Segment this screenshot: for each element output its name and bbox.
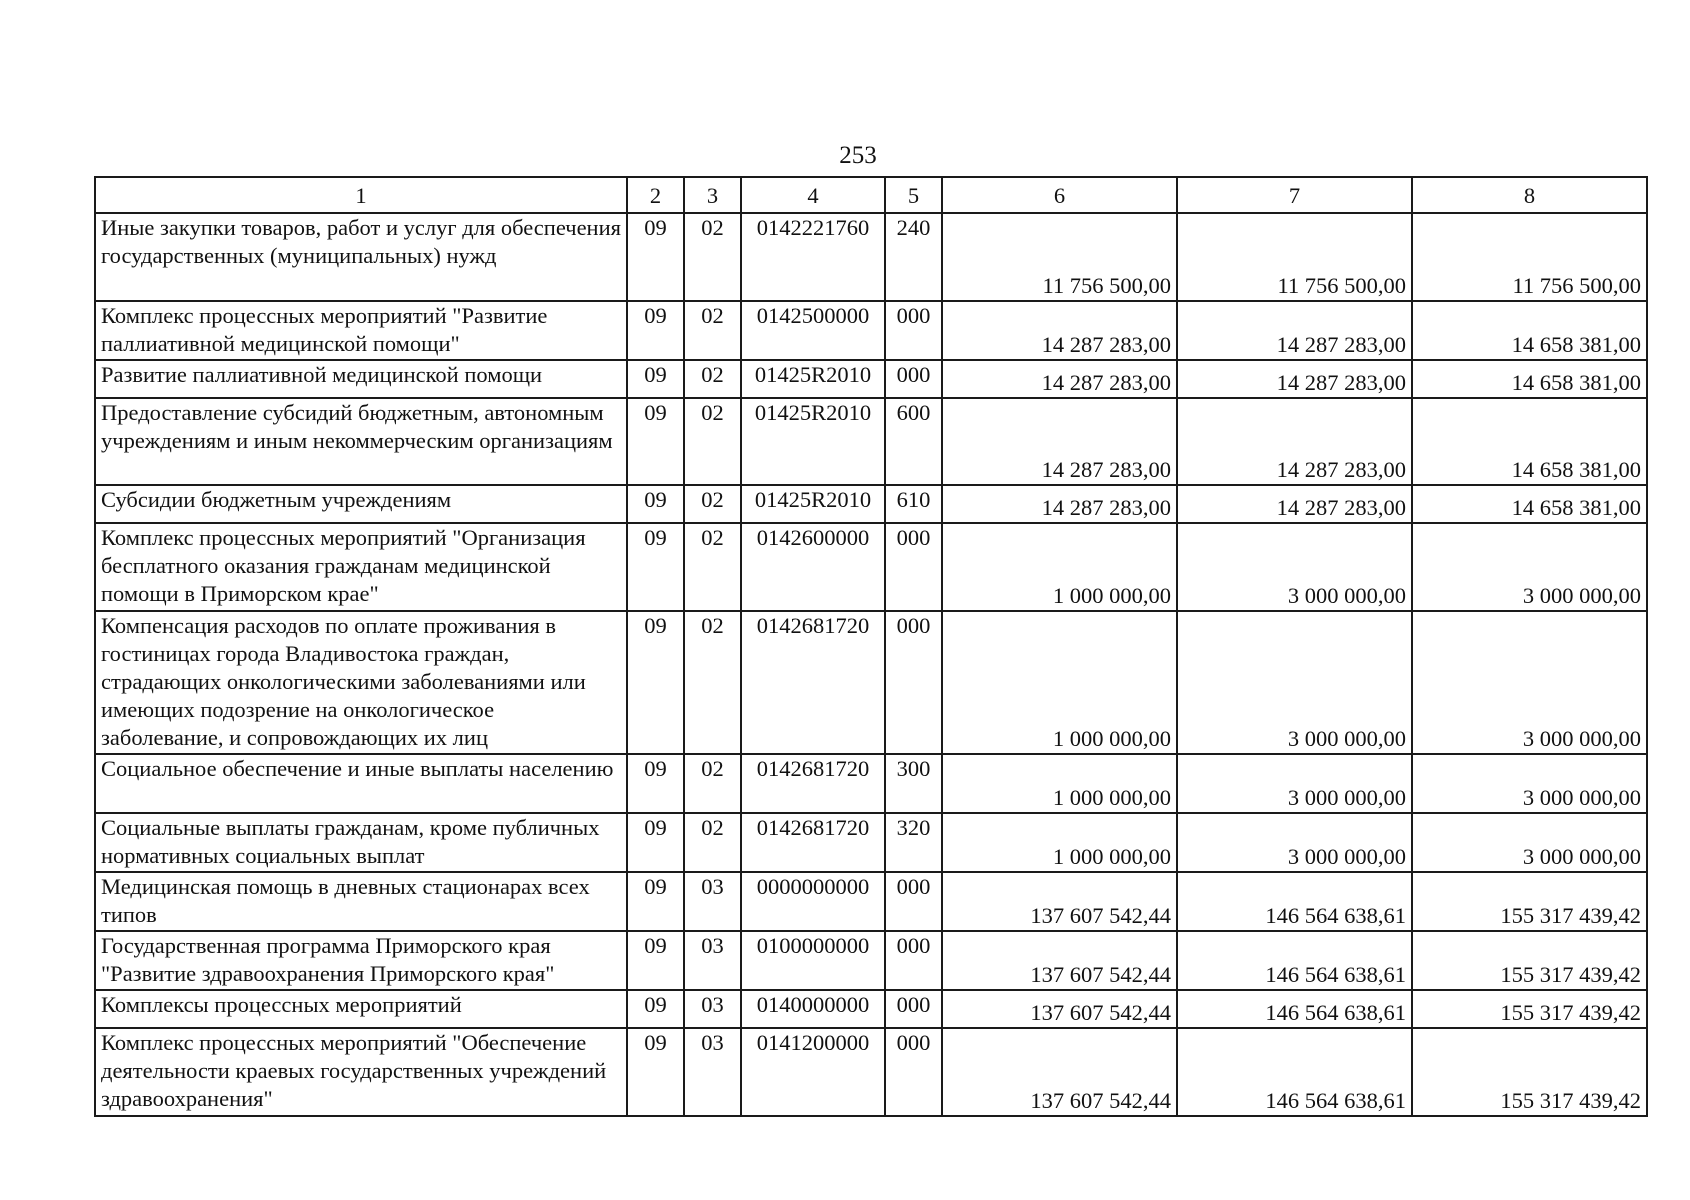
table-row bbox=[95, 611, 1647, 754]
amount-col8: 155 317 439,42 bbox=[1412, 990, 1647, 1028]
table-row bbox=[95, 813, 1647, 872]
target-article-code: 01425R2010 bbox=[741, 398, 885, 485]
amount-col6: 14 287 283,00 bbox=[942, 485, 1177, 523]
target-article-code: 0142681720 bbox=[741, 813, 885, 872]
target-article-code: 0142221760 bbox=[741, 213, 885, 301]
amount-col8: 14 658 381,00 bbox=[1412, 360, 1647, 398]
expense-type-code: 000 bbox=[885, 523, 942, 611]
header-cell: 2 bbox=[627, 177, 684, 213]
subsection-code: 02 bbox=[684, 611, 741, 754]
amount-col7: 146 564 638,61 bbox=[1177, 1028, 1412, 1116]
target-article-code: 0000000000 bbox=[741, 872, 885, 931]
amount-col6: 1 000 000,00 bbox=[942, 813, 1177, 872]
amount-col7: 14 287 283,00 bbox=[1177, 485, 1412, 523]
header-row bbox=[95, 177, 1647, 213]
expense-type-code: 000 bbox=[885, 301, 942, 360]
table-row bbox=[95, 931, 1647, 990]
target-article-code: 0142500000 bbox=[741, 301, 885, 360]
amount-col7: 146 564 638,61 bbox=[1177, 990, 1412, 1028]
subsection-code: 02 bbox=[684, 813, 741, 872]
amount-col8: 3 000 000,00 bbox=[1412, 523, 1647, 611]
amount-col8: 3 000 000,00 bbox=[1412, 611, 1647, 754]
header-cell: 8 bbox=[1412, 177, 1647, 213]
expense-type-code: 600 bbox=[885, 398, 942, 485]
amount-col6: 137 607 542,44 bbox=[942, 990, 1177, 1028]
amount-col8: 155 317 439,42 bbox=[1412, 931, 1647, 990]
subsection-code: 02 bbox=[684, 523, 741, 611]
header-cell: 1 bbox=[95, 177, 627, 213]
row-name: Государственная программа Приморского края "Развитие здравоохранения Приморского края" bbox=[95, 931, 627, 990]
expense-type-code: 000 bbox=[885, 360, 942, 398]
table-row bbox=[95, 398, 1647, 485]
target-article-code: 01425R2010 bbox=[741, 360, 885, 398]
subsection-code: 02 bbox=[684, 213, 741, 301]
amount-col7: 3 000 000,00 bbox=[1177, 611, 1412, 754]
expense-type-code: 320 bbox=[885, 813, 942, 872]
amount-col8: 11 756 500,00 bbox=[1412, 213, 1647, 301]
amount-col6: 14 287 283,00 bbox=[942, 398, 1177, 485]
row-name: Комплекс процессных мероприятий "Обеспечение деятельности краевых государственных учреждений здравоохранения" bbox=[95, 1028, 627, 1116]
amount-col6: 1 000 000,00 bbox=[942, 523, 1177, 611]
table-row bbox=[95, 301, 1647, 360]
section-code: 09 bbox=[627, 872, 684, 931]
subsection-code: 02 bbox=[684, 485, 741, 523]
expense-type-code: 000 bbox=[885, 931, 942, 990]
amount-col7: 14 287 283,00 bbox=[1177, 398, 1412, 485]
row-name: Социальные выплаты гражданам, кроме публичных нормативных социальных выплат bbox=[95, 813, 627, 872]
expense-type-code: 000 bbox=[885, 990, 942, 1028]
amount-col8: 3 000 000,00 bbox=[1412, 754, 1647, 813]
subsection-code: 02 bbox=[684, 360, 741, 398]
amount-col6: 137 607 542,44 bbox=[942, 931, 1177, 990]
amount-col6: 1 000 000,00 bbox=[942, 754, 1177, 813]
table-row bbox=[95, 523, 1647, 611]
target-article-code: 0141200000 bbox=[741, 1028, 885, 1116]
section-code: 09 bbox=[627, 523, 684, 611]
section-code: 09 bbox=[627, 485, 684, 523]
target-article-code: 0142681720 bbox=[741, 754, 885, 813]
header-cell: 4 bbox=[741, 177, 885, 213]
amount-col7: 3 000 000,00 bbox=[1177, 813, 1412, 872]
amount-col6: 14 287 283,00 bbox=[942, 301, 1177, 360]
section-code: 09 bbox=[627, 990, 684, 1028]
expense-type-code: 240 bbox=[885, 213, 942, 301]
expense-type-code: 000 bbox=[885, 611, 942, 754]
subsection-code: 03 bbox=[684, 872, 741, 931]
amount-col7: 14 287 283,00 bbox=[1177, 301, 1412, 360]
section-code: 09 bbox=[627, 813, 684, 872]
amount-col7: 3 000 000,00 bbox=[1177, 754, 1412, 813]
row-name: Предоставление субсидий бюджетным, автономным учреждениям и иным некоммерческим организациям bbox=[95, 398, 627, 485]
table-row bbox=[95, 360, 1647, 398]
subsection-code: 02 bbox=[684, 301, 741, 360]
row-name: Комплекс процессных мероприятий "Развитие паллиативной медицинской помощи" bbox=[95, 301, 627, 360]
section-code: 09 bbox=[627, 360, 684, 398]
header-cell: 5 bbox=[885, 177, 942, 213]
amount-col6: 14 287 283,00 bbox=[942, 360, 1177, 398]
amount-col8: 3 000 000,00 bbox=[1412, 813, 1647, 872]
amount-col8: 14 658 381,00 bbox=[1412, 398, 1647, 485]
section-code: 09 bbox=[627, 301, 684, 360]
subsection-code: 02 bbox=[684, 398, 741, 485]
table-row bbox=[95, 754, 1647, 813]
expense-type-code: 000 bbox=[885, 872, 942, 931]
section-code: 09 bbox=[627, 398, 684, 485]
section-code: 09 bbox=[627, 611, 684, 754]
row-name: Комплексы процессных мероприятий bbox=[95, 990, 627, 1028]
page-number: 253 bbox=[839, 142, 877, 169]
row-name: Медицинская помощь в дневных стационарах всех типов bbox=[95, 872, 627, 931]
row-name: Комплекс процессных мероприятий "Организация бесплатного оказания гражданам медицинской помощи в Приморском крае" bbox=[95, 523, 627, 611]
budget-table bbox=[94, 176, 1648, 1117]
amount-col7: 3 000 000,00 bbox=[1177, 523, 1412, 611]
amount-col8: 14 658 381,00 bbox=[1412, 301, 1647, 360]
section-code: 09 bbox=[627, 1028, 684, 1116]
target-article-code: 0142600000 bbox=[741, 523, 885, 611]
header-cell: 3 bbox=[684, 177, 741, 213]
table-row bbox=[95, 872, 1647, 931]
table-row bbox=[95, 990, 1647, 1028]
table-row bbox=[95, 1028, 1647, 1116]
table-row bbox=[95, 213, 1647, 301]
section-code: 09 bbox=[627, 931, 684, 990]
amount-col7: 146 564 638,61 bbox=[1177, 931, 1412, 990]
subsection-code: 03 bbox=[684, 1028, 741, 1116]
row-name: Иные закупки товаров, работ и услуг для обеспечения государственных (муниципальных) нужд bbox=[95, 213, 627, 301]
row-name: Развитие паллиативной медицинской помощи bbox=[95, 360, 627, 398]
subsection-code: 02 bbox=[684, 754, 741, 813]
table-row bbox=[95, 485, 1647, 523]
amount-col8: 14 658 381,00 bbox=[1412, 485, 1647, 523]
header-cell: 6 bbox=[942, 177, 1177, 213]
target-article-code: 01425R2010 bbox=[741, 485, 885, 523]
target-article-code: 0142681720 bbox=[741, 611, 885, 754]
expense-type-code: 000 bbox=[885, 1028, 942, 1116]
header-cell: 7 bbox=[1177, 177, 1412, 213]
amount-col7: 11 756 500,00 bbox=[1177, 213, 1412, 301]
amount-col6: 137 607 542,44 bbox=[942, 872, 1177, 931]
section-code: 09 bbox=[627, 213, 684, 301]
target-article-code: 0100000000 bbox=[741, 931, 885, 990]
amount-col8: 155 317 439,42 bbox=[1412, 1028, 1647, 1116]
expense-type-code: 610 bbox=[885, 485, 942, 523]
expense-type-code: 300 bbox=[885, 754, 942, 813]
amount-col7: 146 564 638,61 bbox=[1177, 872, 1412, 931]
amount-col6: 137 607 542,44 bbox=[942, 1028, 1177, 1116]
target-article-code: 0140000000 bbox=[741, 990, 885, 1028]
amount-col6: 1 000 000,00 bbox=[942, 611, 1177, 754]
row-name: Субсидии бюджетным учреждениям bbox=[95, 485, 627, 523]
amount-col7: 14 287 283,00 bbox=[1177, 360, 1412, 398]
amount-col6: 11 756 500,00 bbox=[942, 213, 1177, 301]
subsection-code: 03 bbox=[684, 931, 741, 990]
amount-col8: 155 317 439,42 bbox=[1412, 872, 1647, 931]
section-code: 09 bbox=[627, 754, 684, 813]
row-name: Компенсация расходов по оплате проживания в гостиницах города Владивостока граждан, страдающих онкологическими заболеваниями или имеющих подозрение на онкологическое заболевание, и сопровождающих их лиц bbox=[95, 611, 627, 754]
subsection-code: 03 bbox=[684, 990, 741, 1028]
row-name: Социальное обеспечение и иные выплаты населению bbox=[95, 754, 627, 813]
